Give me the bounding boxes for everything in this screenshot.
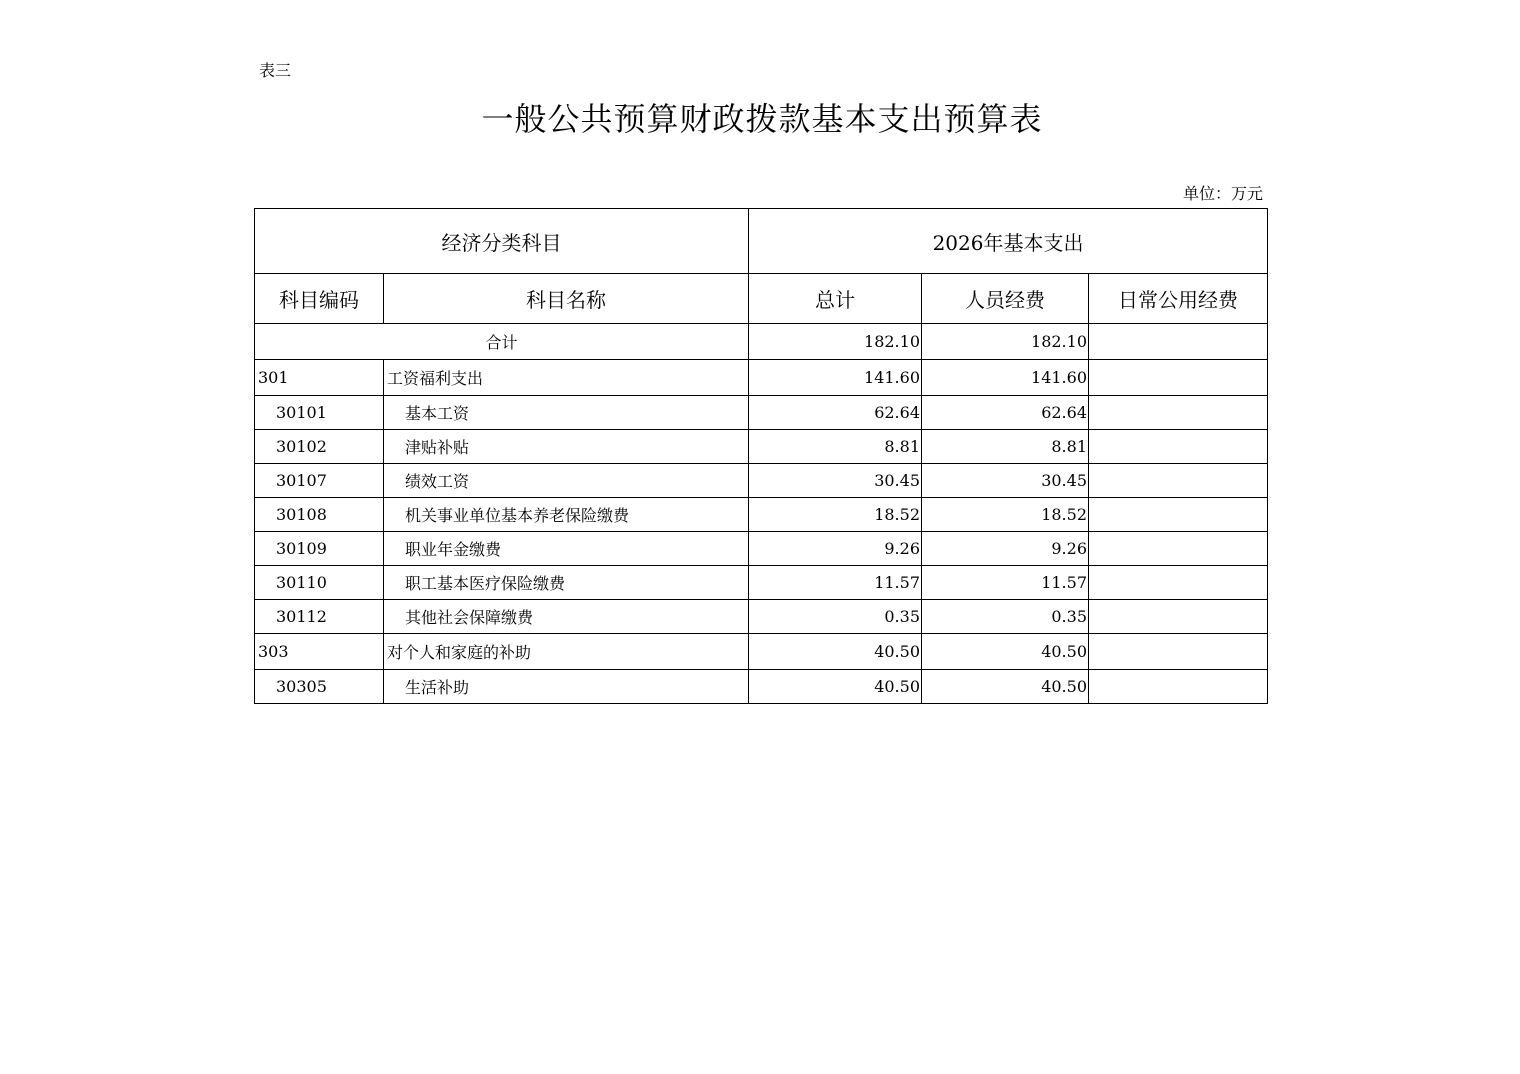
cell-name: 对个人和家庭的补助 bbox=[384, 634, 749, 670]
total-total: 182.10 bbox=[749, 324, 922, 360]
cell-name: 工资福利支出 bbox=[384, 360, 749, 396]
group-header-row bbox=[255, 209, 1268, 274]
cell-public bbox=[1089, 670, 1268, 704]
header-code: 科目编码 bbox=[255, 274, 384, 324]
header-total: 总计 bbox=[749, 274, 922, 324]
cell-public bbox=[1089, 396, 1268, 430]
header-econ-class: 经济分类科目 bbox=[255, 209, 749, 274]
cell-public bbox=[1089, 498, 1268, 532]
table-row bbox=[255, 670, 1268, 704]
cell-total: 62.64 bbox=[749, 396, 922, 430]
cell-name: 津贴补贴 bbox=[384, 430, 749, 464]
table-row bbox=[255, 430, 1268, 464]
cell-public bbox=[1089, 532, 1268, 566]
table-row bbox=[255, 532, 1268, 566]
header-public: 日常公用经费 bbox=[1089, 274, 1268, 324]
total-row bbox=[255, 324, 1268, 360]
cell-total: 30.45 bbox=[749, 464, 922, 498]
table-row bbox=[255, 396, 1268, 430]
table-row bbox=[255, 464, 1268, 498]
cell-code: 30101 bbox=[255, 396, 384, 430]
cell-code: 30102 bbox=[255, 430, 384, 464]
cell-personnel: 40.50 bbox=[922, 634, 1089, 670]
cell-public bbox=[1089, 566, 1268, 600]
total-personnel: 182.10 bbox=[922, 324, 1089, 360]
cell-personnel: 8.81 bbox=[922, 430, 1089, 464]
cell-public bbox=[1089, 360, 1268, 396]
cell-name: 机关事业单位基本养老保险缴费 bbox=[384, 498, 749, 532]
cell-total: 141.60 bbox=[749, 360, 922, 396]
table-number-label: 表三 bbox=[259, 61, 292, 80]
budget-table bbox=[254, 208, 1268, 704]
cell-total: 11.57 bbox=[749, 566, 922, 600]
cell-name: 其他社会保障缴费 bbox=[384, 600, 749, 634]
cell-name: 职工基本医疗保险缴费 bbox=[384, 566, 749, 600]
table-row bbox=[255, 634, 1268, 670]
cell-total: 40.50 bbox=[749, 670, 922, 704]
cell-personnel: 141.60 bbox=[922, 360, 1089, 396]
cell-name: 基本工资 bbox=[384, 396, 749, 430]
cell-name: 生活补助 bbox=[384, 670, 749, 704]
cell-code: 30108 bbox=[255, 498, 384, 532]
cell-personnel: 18.52 bbox=[922, 498, 1089, 532]
header-name: 科目名称 bbox=[384, 274, 749, 324]
cell-total: 18.52 bbox=[749, 498, 922, 532]
cell-code: 30305 bbox=[255, 670, 384, 704]
unit-label: 单位：万元 bbox=[1182, 184, 1263, 203]
cell-personnel: 30.45 bbox=[922, 464, 1089, 498]
cell-personnel: 9.26 bbox=[922, 532, 1089, 566]
cell-total: 0.35 bbox=[749, 600, 922, 634]
cell-name: 绩效工资 bbox=[384, 464, 749, 498]
table-row bbox=[255, 600, 1268, 634]
header-year-basic: 2026年基本支出 bbox=[749, 209, 1268, 274]
cell-personnel: 0.35 bbox=[922, 600, 1089, 634]
cell-public bbox=[1089, 464, 1268, 498]
cell-public bbox=[1089, 634, 1268, 670]
table-row bbox=[255, 566, 1268, 600]
page-title: 一般公共预算财政拨款基本支出预算表 bbox=[481, 100, 1043, 138]
cell-total: 40.50 bbox=[749, 634, 922, 670]
total-label: 合计 bbox=[255, 324, 749, 360]
cell-total: 8.81 bbox=[749, 430, 922, 464]
column-header-row bbox=[255, 274, 1268, 324]
cell-code: 30109 bbox=[255, 532, 384, 566]
table-row bbox=[255, 360, 1268, 396]
cell-code: 30112 bbox=[255, 600, 384, 634]
total-public bbox=[1089, 324, 1268, 360]
cell-code: 30107 bbox=[255, 464, 384, 498]
cell-public bbox=[1089, 430, 1268, 464]
cell-name: 职业年金缴费 bbox=[384, 532, 749, 566]
table-row bbox=[255, 498, 1268, 532]
cell-personnel: 62.64 bbox=[922, 396, 1089, 430]
cell-code: 301 bbox=[255, 360, 384, 396]
cell-personnel: 11.57 bbox=[922, 566, 1089, 600]
header-personnel: 人员经费 bbox=[922, 274, 1089, 324]
cell-code: 303 bbox=[255, 634, 384, 670]
cell-code: 30110 bbox=[255, 566, 384, 600]
cell-public bbox=[1089, 600, 1268, 634]
cell-personnel: 40.50 bbox=[922, 670, 1089, 704]
cell-total: 9.26 bbox=[749, 532, 922, 566]
